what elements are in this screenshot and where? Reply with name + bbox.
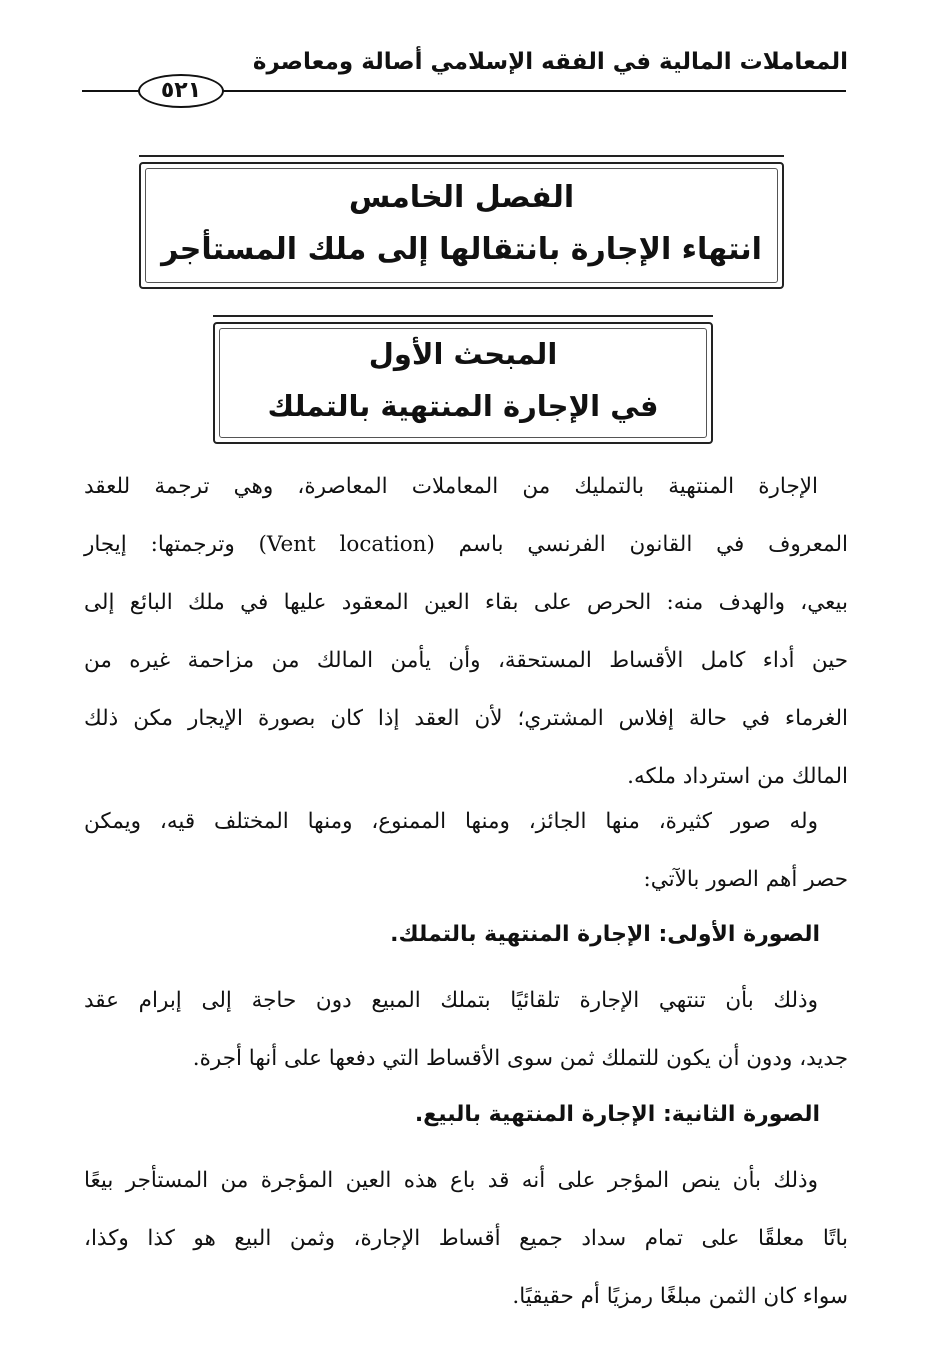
- text-line: الغرماء في حالة إفلاس المشتري؛ لأن العقد إذا كان بصورة الإيجار مكن ذلك: [84, 706, 848, 731]
- text-line: باتًا معلقًا على تمام سداد جميع أقساط الإجارة، وثمن البيع هو كذا وكذا،: [84, 1226, 848, 1251]
- chapter-title-box: [139, 162, 784, 289]
- paragraph-1: [84, 458, 848, 806]
- header-rule: [82, 90, 142, 92]
- subheading-first-form: الصورة الأولى: الإجارة المنتهية بالتملك.: [390, 922, 820, 947]
- text-line: حين أداء كامل الأقساط المستحقة، وأن يأمن المالك من مزاحمة غيره من: [84, 648, 848, 673]
- text-line: سواء كان الثمن مبلغًا رمزيًا أم حقيقيًا.: [512, 1284, 848, 1309]
- paragraph-2: [84, 793, 848, 909]
- chapter-title: الفصل الخامس: [348, 180, 575, 215]
- text-line: المعروف في القانون الفرنسي باسم (Vent location) وترجمتها: إيجار: [84, 532, 848, 557]
- text-line: حصر أهم الصور بالآتي:: [643, 867, 848, 892]
- text-line: وله صور كثيرة، منها الجائز، ومنها الممنوع، ومنها المختلف قيه، ويمكن: [84, 809, 818, 834]
- text-line: المالك من استرداد ملكه.: [627, 764, 848, 789]
- text-line: بيعي، والهدف منه: الحرص على بقاء العين المعقود عليها في ملك البائع إلى: [84, 590, 848, 615]
- text-line: وذلك بأن تنتهي الإجارة تلقائيًا بتملك المبيع دون حاجة إلى إبرام عقد: [84, 988, 818, 1013]
- text-line: الإجارة المنتهية بالتمليك من المعاملات المعاصرة، وهي ترجمة للعقد: [84, 474, 818, 499]
- section-title: المبحث الأول: [368, 337, 558, 371]
- section-rule: [213, 315, 713, 317]
- header-rule: [220, 90, 846, 92]
- page-number: ٥٢١: [138, 74, 224, 108]
- running-title: المعاملات المالية في الفقه الإسلامي أصالة ومعاصرة: [252, 49, 848, 75]
- paragraph-4: [84, 1152, 848, 1326]
- section-subtitle: في الإجارة المنتهية بالتملك: [267, 389, 659, 423]
- text-line: وذلك بأن ينص المؤجر على أنه قد باع هذه العين المؤجرة من المستأجر بيعًا: [84, 1168, 818, 1193]
- section-title-box: [213, 322, 713, 444]
- chapter-subtitle: انتهاء الإجارة بانتقالها إلى ملك المستأجر: [161, 232, 762, 267]
- text-line: جديد، ودون أن يكون للتملك ثمن سوى الأقساط التي دفعها على أنها أجرة.: [192, 1046, 848, 1071]
- chapter-rule: [139, 155, 784, 157]
- paragraph-3: [84, 972, 848, 1088]
- subheading-second-form: الصورة الثانية: الإجارة المنتهية بالبيع.: [414, 1102, 820, 1127]
